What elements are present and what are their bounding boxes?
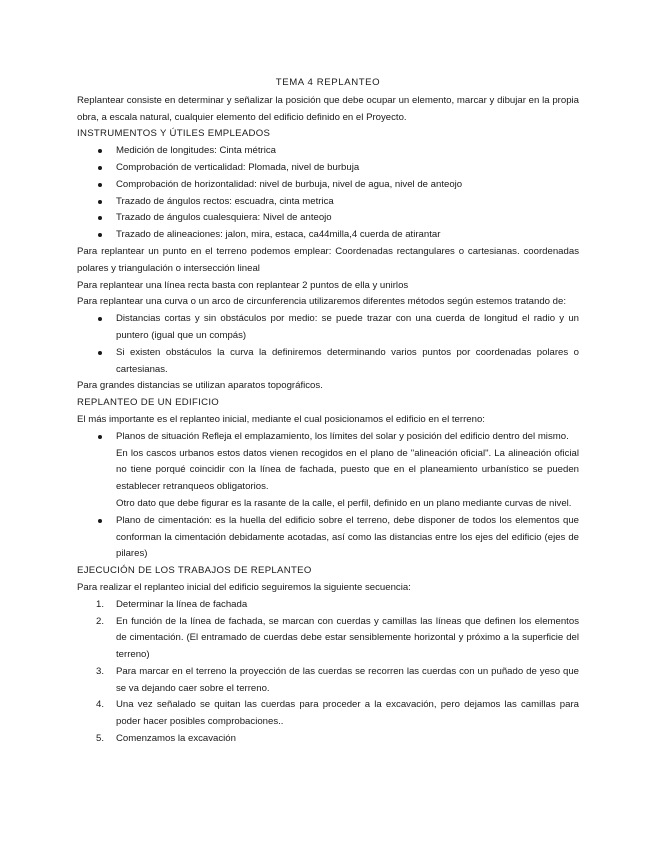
list-item-text: Planos de situación Refleja el emplazamiento, los límites del solar y posición del edificio dentro del mismo.: [116, 430, 569, 442]
step-number: 4.: [96, 699, 105, 711]
page-title: TEMA 4 REPLANTEO: [275, 77, 381, 88]
list-item: Comprobación de horizontalidad: nivel de burbuja, nivel de agua, nivel de anteojo: [77, 177, 579, 194]
sub-paragraph-alineacion: En los cascos urbanos estos datos vienen recogidos en el plano de "alineación oficial". La alineación oficial no tiene porqué coincidir con la línea de fachada, puesto que en el planeamiento urbanístico se pueden establecer retranqueos obligatorios.: [116, 447, 579, 493]
list-item: Comprobación de verticalidad: Plomada, nivel de burbuja: [77, 160, 579, 177]
list-item: Si existen obstáculos la curva la definiremos determinando varios puntos por coordenadas polares o cartesianas.: [77, 345, 579, 379]
list-item: Medición de longitudes: Cinta métrica: [77, 143, 579, 160]
list-item: Plano de cimentación: es la huella del edificio sobre el terreno, debe disponer de todos los elementos que conforman la cimentación debidamente acotadas, así como las distancias entre los ejes del edificio (ejes de pilares): [77, 513, 579, 563]
list-item: Trazado de ángulos rectos: escuadra, cinta metrica: [77, 194, 579, 211]
step-text: Para marcar en el terreno la proyección de las cuerdas se recorren las cuerdas con un puñado de yeso que se va dejando caer sobre el terreno.: [116, 665, 579, 694]
paragraph-curva: Para replantear una curva o un arco de circunferencia utilizaremos diferentes métodos según estemos tratando de:: [77, 296, 567, 308]
step-text: Una vez señalado se quitan las cuerdas para proceder a la excavación, pero dejamos las camillas para poder hacer posibles comprobaciones..: [116, 699, 579, 728]
step-number: 3.: [96, 665, 105, 677]
step-number: 1.: [96, 598, 105, 610]
step-item: [77, 614, 579, 664]
step-item: [77, 664, 579, 698]
step-number: 2.: [96, 615, 105, 627]
step-item: [77, 731, 579, 748]
step-text: Comenzamos la excavación: [116, 733, 236, 745]
paragraph-punto: Para replantear un punto en el terreno podemos emplear: Coordenadas rectangulares o cartesianas. coordenadas polares y triangulación o intersección lineal: [77, 245, 579, 274]
paragraph-grandes: Para grandes distancias se utilizan aparatos topográficos.: [77, 380, 323, 392]
list-item: Trazado de ángulos cualesquiera: Nivel de anteojo: [77, 210, 579, 227]
document-body: [77, 75, 579, 748]
sub-paragraph-rasante: Otro dato que debe figurar es la rasante de la calle, el perfil, definido en un plano mediante curvas de nivel.: [116, 497, 572, 509]
paragraph-ejecucion-intro: Para realizar el replanteo inicial del edificio seguiremos la siguiente secuencia:: [77, 581, 411, 593]
replanteo-list-2: [77, 513, 579, 563]
replanteo-list: [77, 429, 579, 446]
list-item: Distancias cortas y sin obstáculos por medio: se puede trazar con una cuerda de longitud el radio y un puntero (igual que un compás): [77, 311, 579, 345]
curva-list: [77, 311, 579, 378]
list-item: [77, 429, 579, 446]
steps-list: [77, 597, 579, 748]
step-text: Determinar la línea de fachada: [116, 598, 248, 610]
section-heading-ejecucion: EJECUCIÓN DE LOS TRABAJOS DE REPLANTEO: [77, 565, 312, 577]
instruments-list: [77, 143, 579, 244]
list-item: Trazado de alineaciones: jalon, mira, estaca, ca44milla,4 cuerda de atirantar: [77, 227, 579, 244]
paragraph-replanteo-intro: El más importante es el replanteo inicial, mediante el cual posicionamos el edificio en el terreno:: [77, 413, 485, 425]
section-heading-instrumentos: INSTRUMENTOS Y ÚTILES EMPLEADOS: [77, 128, 271, 140]
section-heading-replanteo: REPLANTEO DE UN EDIFICIO: [77, 397, 220, 409]
intro-paragraph: Replantear consiste en determinar y señalizar la posición que debe ocupar un elemento, marcar y dibujar en la propia obra, a escala natural, cualquier elemento del edificio definido en el Proyecto.: [77, 94, 579, 123]
step-item: [77, 597, 579, 614]
step-number: 5.: [96, 733, 105, 745]
step-text: En función de la línea de fachada, se marcan con cuerdas y camillas las líneas que definen los elementos de cimentación. (El entramado de cuerdas debe estar sensiblemente horizontal y próximo a la superficie del terreno): [116, 615, 579, 661]
paragraph-linea: Para replantear una línea recta basta con replantear 2 puntos de ella y unirlos: [77, 279, 409, 291]
step-item: [77, 697, 579, 731]
